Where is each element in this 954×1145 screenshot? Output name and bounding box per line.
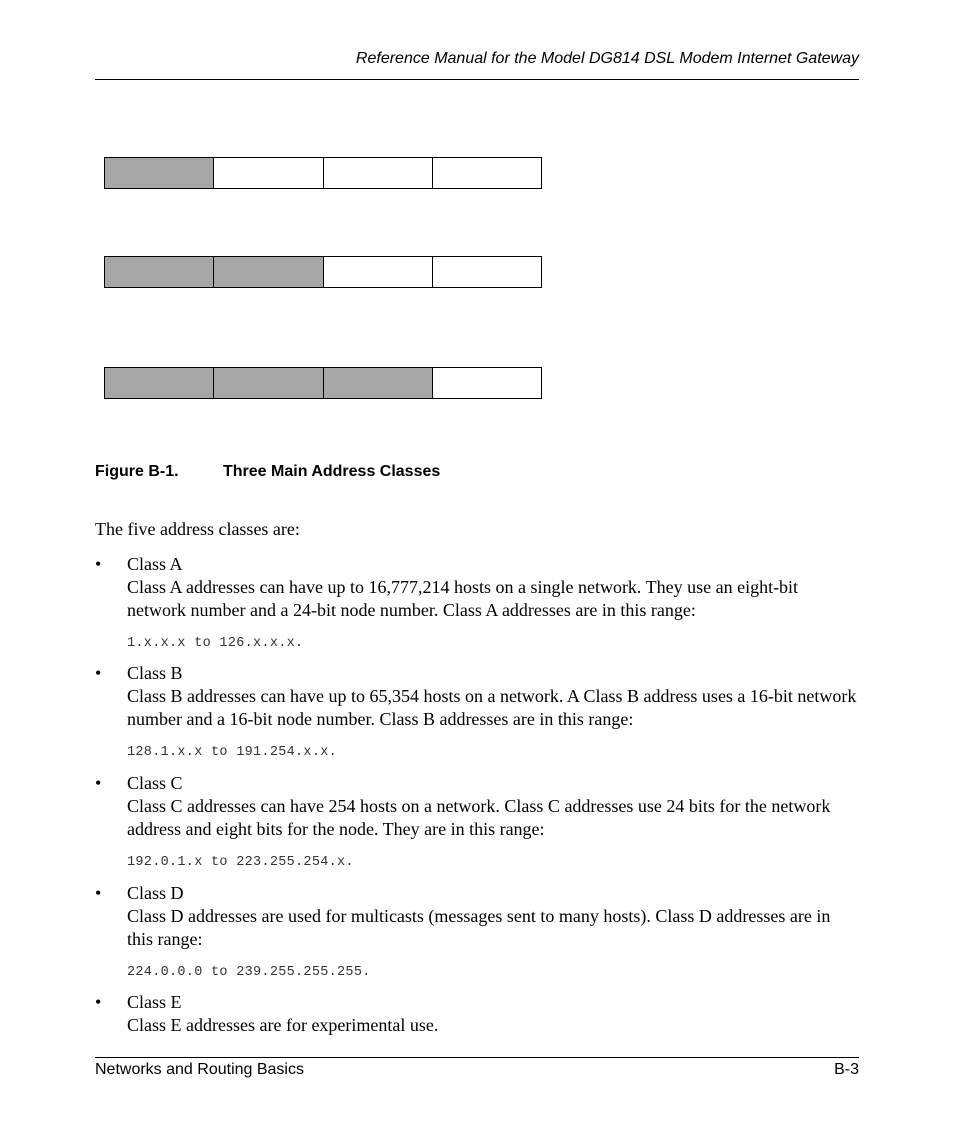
address-octet [324, 158, 433, 188]
bullet: • [95, 992, 102, 1012]
address-octet [433, 368, 541, 398]
bullet: • [95, 663, 102, 683]
bullet: • [95, 554, 102, 574]
class-description: Class E addresses are for experimental use. [127, 1015, 439, 1035]
address-octet [324, 257, 433, 287]
class-name: Class B [127, 663, 183, 683]
footer-section: Networks and Routing Basics [95, 1061, 304, 1078]
class-name: Class A [127, 554, 183, 574]
page-number: B-3 [834, 1061, 859, 1078]
class-c-address-row [104, 367, 542, 399]
class-name: Class D [127, 883, 184, 903]
bullet: • [95, 773, 102, 793]
address-octet [105, 368, 214, 398]
footer-rule [95, 1057, 859, 1058]
address-octet [324, 368, 433, 398]
address-range: 128.1.x.x to 191.254.x.x. [127, 745, 338, 760]
address-octet [105, 158, 214, 188]
address-octet [105, 257, 214, 287]
class-description: Class D addresses are used for multicasts (messages sent to many hosts). Class D addresses are in this range: [127, 906, 831, 949]
intro-text: The five address classes are: [95, 519, 300, 539]
figure-caption [95, 463, 441, 481]
address-octet [214, 368, 323, 398]
page-footer [95, 1061, 859, 1079]
figure-label: Figure B-1. [95, 463, 179, 480]
class-description: Class C addresses can have 254 hosts on a network. Class C addresses use 24 bits for the network address and eight bits for the node. They are in this range: [127, 796, 831, 839]
class-a-address-row [104, 157, 542, 189]
figure-title: Three Main Address Classes [223, 463, 441, 480]
page-header: Reference Manual for the Model DG814 DSL Modem Internet Gateway [355, 50, 859, 67]
address-range: 192.0.1.x to 223.255.254.x. [127, 855, 354, 870]
address-octet [433, 257, 541, 287]
address-range: 1.x.x.x to 126.x.x.x. [127, 636, 304, 651]
address-octet [433, 158, 541, 188]
address-range: 224.0.0.0 to 239.255.255.255. [127, 965, 371, 980]
class-description: Class B addresses can have up to 65,354 hosts on a network. A Class B address uses a 16-bit network number and a 16-bit node number. Class B addresses are in this range: [127, 686, 857, 729]
class-description: Class A addresses can have up to 16,777,214 hosts on a single network. They use an eight-bit network number and a 24-bit node number. Class A addresses are in this range: [127, 577, 799, 620]
address-octet [214, 257, 323, 287]
class-name: Class C [127, 773, 183, 793]
address-octet [214, 158, 323, 188]
header-rule [95, 79, 859, 80]
bullet: • [95, 883, 102, 903]
class-name: Class E [127, 992, 182, 1012]
class-b-address-row [104, 256, 542, 288]
